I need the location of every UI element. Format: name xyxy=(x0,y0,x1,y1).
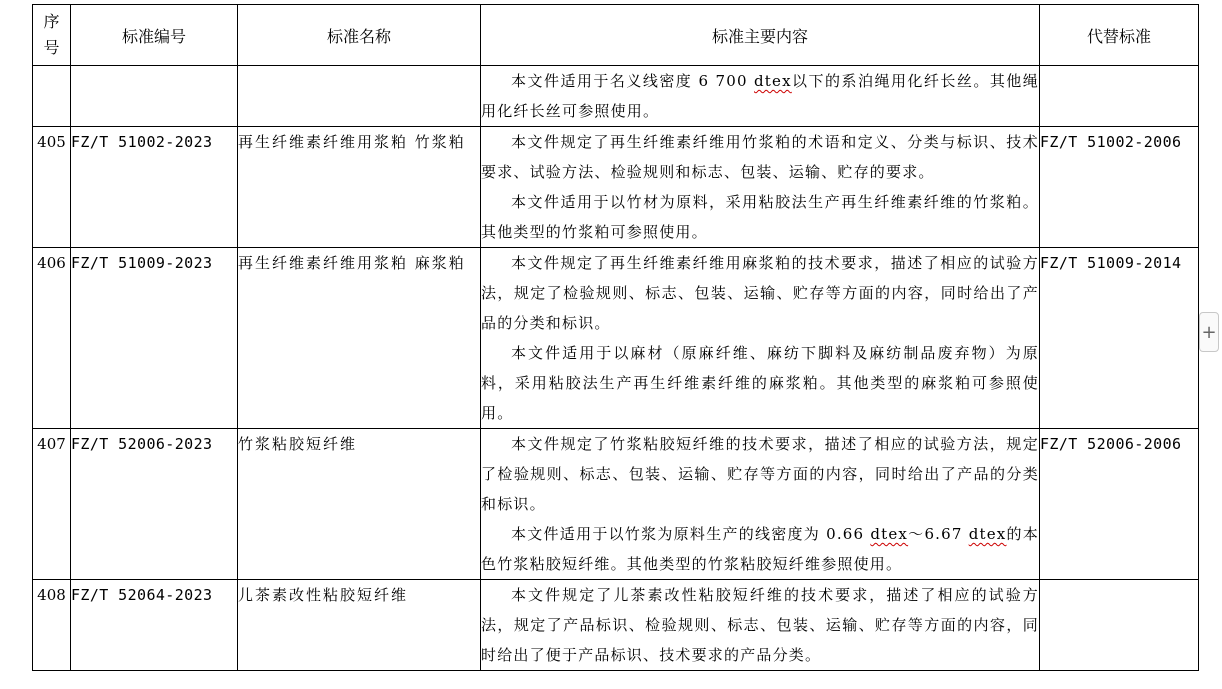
table-row xyxy=(33,429,1199,580)
table-row xyxy=(33,580,1199,671)
header-replace: 代替标准 xyxy=(1040,5,1199,66)
content-paragraph: 本文件规定了竹浆粘胶短纤维的技术要求，描述了相应的试验方法，规定了检验规则、标志、包装、运输、贮存等方面的内容，同时给出了产品的分类和标识。 xyxy=(481,435,1039,513)
header-content: 标准主要内容 xyxy=(481,5,1040,66)
content-paragraph: 本文件适用于以竹材为原料，采用粘胶法生产再生纤维素纤维的竹浆粕。其他类型的竹浆粕可参照使用。 xyxy=(481,193,1039,241)
table-header-row xyxy=(33,5,1199,66)
row-seq: 407 xyxy=(33,429,71,580)
spellcheck-word: dtex xyxy=(870,525,909,543)
standards-table xyxy=(32,4,1199,671)
spellcheck-word: dtex xyxy=(968,525,1007,543)
table-row xyxy=(33,248,1199,429)
header-name: 标准名称 xyxy=(238,5,481,66)
header-code: 标准编号 xyxy=(71,5,238,66)
content-paragraph: 本文件规定了再生纤维素纤维用竹浆粕的术语和定义、分类与标识、技术要求、试验方法、检验规则和标志、包装、运输、贮存的要求。 xyxy=(481,133,1039,181)
table-row-continued xyxy=(33,66,1199,127)
header-seq-top: 序 xyxy=(43,12,60,31)
row-code: FZ/T 52064-2023 xyxy=(71,580,238,671)
row-code: FZ/T 51009-2023 xyxy=(71,248,238,429)
row-name: 再生纤维素纤维用浆粕 竹浆粕 xyxy=(238,127,481,248)
row-name: 儿茶素改性粘胶短纤维 xyxy=(238,580,481,671)
table-row xyxy=(33,127,1199,248)
row-name: 竹浆粘胶短纤维 xyxy=(238,429,481,580)
expand-plus-button[interactable] xyxy=(1199,312,1219,352)
row-seq: 408 xyxy=(33,580,71,671)
header-seq xyxy=(33,5,71,66)
row-seq: 406 xyxy=(33,248,71,429)
content-paragraph: 本文件适用于以竹浆为原料生产的线密度为 0.66 dtex～6.67 dtex的本色竹浆粘胶短纤维。其他类型的竹浆粘胶短纤维参照使用。 xyxy=(481,525,1040,573)
content-paragraph: 本文件规定了儿茶素改性粘胶短纤维的技术要求，描述了相应的试验方法，规定了产品标识、检验规则、标志、包装、运输、贮存等方面的内容，同时给出了便于产品标识、技术要求的产品分类。 xyxy=(481,586,1039,664)
content-cell xyxy=(481,580,1040,671)
content-paragraph: 本文件规定了再生纤维素纤维用麻浆粕的技术要求，描述了相应的试验方法，规定了检验规则、标志、包装、运输、贮存等方面的内容，同时给出了产品的分类和标识。 xyxy=(481,254,1039,332)
content-cell xyxy=(481,429,1040,580)
content-cell xyxy=(481,127,1040,248)
header-seq-bottom: 号 xyxy=(43,38,60,57)
plus-icon: + xyxy=(1201,321,1217,343)
spellcheck-word: dtex xyxy=(754,72,792,90)
content-cell xyxy=(481,66,1040,127)
content-cell xyxy=(481,248,1040,429)
row-code: FZ/T 52006-2023 xyxy=(71,429,238,580)
row-replace: FZ/T 51002-2006 xyxy=(1040,127,1199,248)
row-replace: FZ/T 51009-2014 xyxy=(1040,248,1199,429)
row-name: 再生纤维素纤维用浆粕 麻浆粕 xyxy=(238,248,481,429)
row-replace: FZ/T 52006-2006 xyxy=(1040,429,1199,580)
row-seq: 405 xyxy=(33,127,71,248)
content-paragraph: 本文件适用于以麻材（原麻纤维、麻纺下脚料及麻纺制品废弃物）为原料，采用粘胶法生产再生纤维素纤维的麻浆粕。其他类型的麻浆粕可参照使用。 xyxy=(481,344,1039,422)
row-replace xyxy=(1040,580,1199,671)
row-code: FZ/T 51002-2023 xyxy=(71,127,238,248)
content-paragraph: 本文件适用于名义线密度 6 700 dtex以下的系泊绳用化纤长丝。其他绳用化纤长丝可参照使用。 xyxy=(481,72,1039,120)
